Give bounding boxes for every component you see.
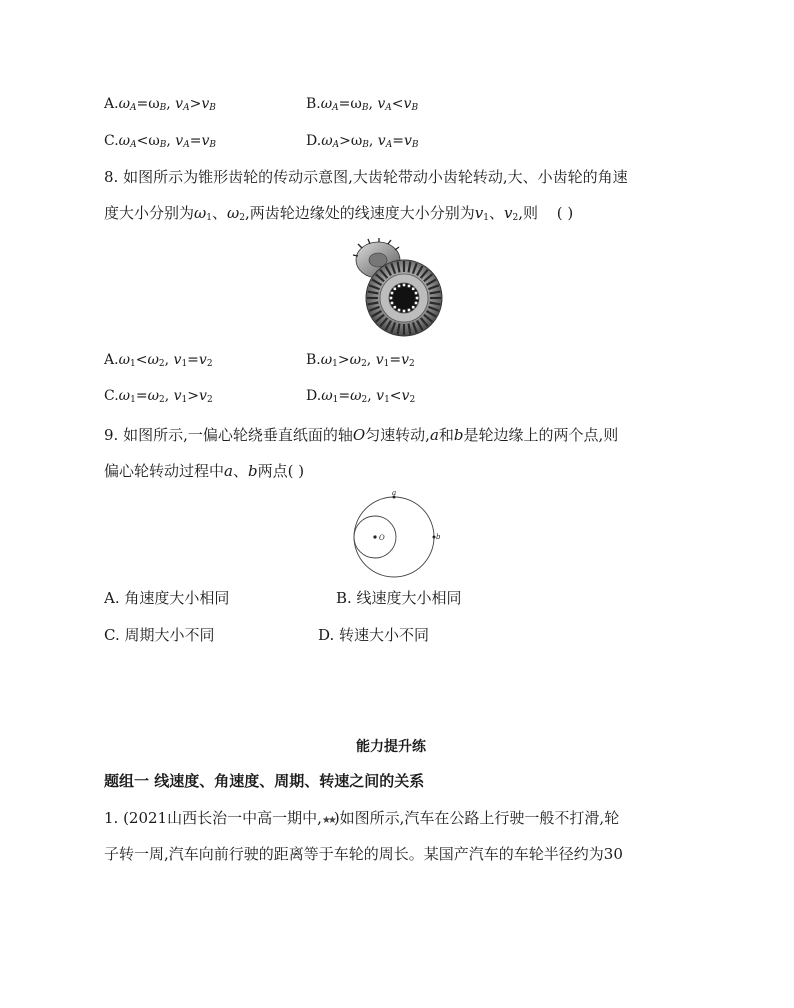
q8-option-d: $D.\omega_1=\omega_2$, $v_1<v_2$: [306, 388, 416, 405]
hub-tooth: [398, 285, 401, 288]
q8-option-c: $C.\omega_1=\omega_2$, $v_1>v_2$: [104, 388, 213, 405]
hub-tooth: [415, 302, 418, 305]
q7-option-c: $C.\omega_A<\omega_B$, $v_A=v_B$: [104, 133, 216, 150]
hub-tooth: [403, 310, 406, 313]
q7-option-d: $D.\omega_A>\omega_B$, $v_A=v_B$: [306, 133, 419, 150]
hub-tooth: [403, 284, 406, 287]
hub-tooth: [415, 292, 418, 295]
q9-option-c: C. 周期大小不同: [104, 626, 215, 644]
hub-tooth: [412, 288, 415, 291]
q1-stem-line1: 1. (2021山西长治一中高一期中,★★)如图所示,汽车在公路上行驶一般不打滑,轮: [104, 809, 620, 827]
hub-tooth: [408, 285, 411, 288]
hub-tooth: [394, 306, 397, 309]
hub-tooth: [408, 309, 411, 312]
q7-option-a: $A.\omega_A=\omega_B$, $v_A>v_B$: [104, 96, 216, 113]
q7-option-b: $B.\omega_A=\omega_B$, $v_A<v_B$: [306, 96, 419, 113]
eccentric-wheel-figure: [348, 488, 448, 584]
q9-stem-line2: 偏心轮转动过程中a、b两点( ): [104, 462, 305, 480]
q9-option-d: D. 转速大小不同: [318, 626, 430, 644]
q8-option-a: $A.\omega_1<\omega_2$, $v_1=v_2$: [104, 352, 213, 369]
large-gear: [366, 260, 442, 336]
hub-tooth: [391, 302, 394, 305]
large-circle: [354, 497, 434, 577]
q9-option-a: A. 角速度大小相同: [104, 589, 230, 607]
difficulty-stars: ★★: [321, 815, 334, 826]
hub-tooth: [390, 297, 393, 300]
q8-stem-line2: 度大小分别为$\omega_1$、$\omega_2$,两齿轮边缘处的线速度大小分别为$v_1$、$v_2$,则 ( ): [104, 204, 574, 223]
q8-option-b: $B.\omega_1>\omega_2$, $v_1=v_2$: [306, 352, 415, 369]
q9-stem-line1: 9. 如图所示,一偏心轮绕垂直纸面的轴O匀速转动,a和b是轮边缘上的两个点,则: [104, 426, 619, 444]
q9-option-b: B. 线速度大小相同: [336, 589, 462, 607]
hub-tooth: [416, 297, 419, 300]
q1-stem-line2: 子转一周,汽车向前行驶的距离等于车轮的周长。某国产汽车的车轮半径约为30: [104, 845, 623, 863]
bevel-gear-figure: [348, 238, 448, 338]
label-b: b: [436, 533, 441, 541]
group-title: 题组一 线速度、角速度、周期、转速之间的关系: [104, 772, 425, 790]
hub-tooth: [391, 292, 394, 295]
axis-point-o: [373, 535, 376, 538]
section-title: 能力提升练: [356, 739, 426, 755]
hub-tooth: [412, 306, 415, 309]
q8-stem-line1: 8. 如图所示为锥形齿轮的传动示意图,大齿轮带动小齿轮转动,大、小齿轮的角速: [104, 168, 628, 186]
label-o: O: [379, 534, 385, 542]
hub-tooth: [398, 309, 401, 312]
label-a: a: [392, 489, 397, 497]
hub-tooth: [394, 288, 397, 291]
